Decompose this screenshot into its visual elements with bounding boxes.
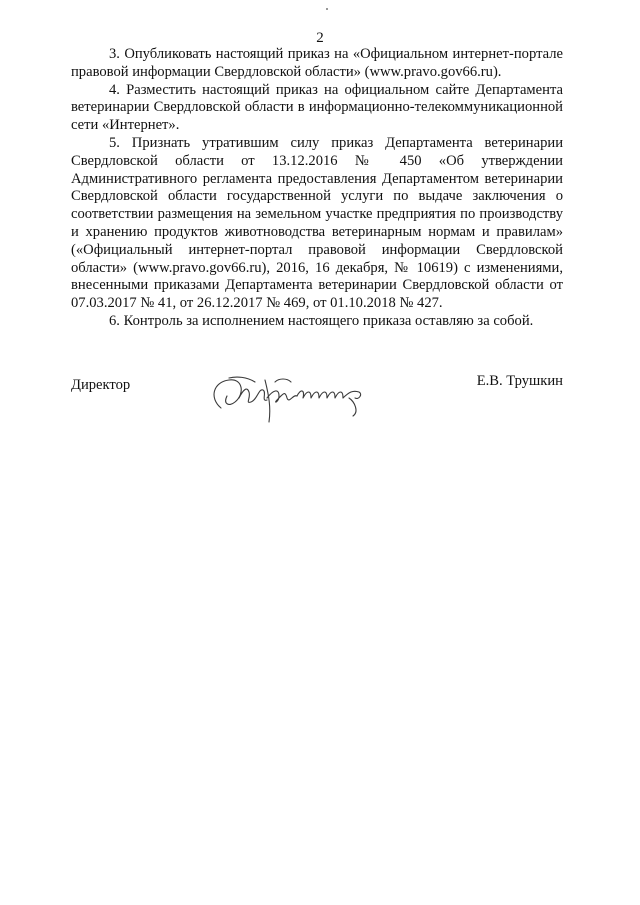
scan-speck	[326, 8, 328, 10]
paragraph-website: 4. Разместить настоящий приказ на официальном сайте Департамента ветеринарии Свердловской области в информационно-телекоммуникационной сети «Интернет».	[71, 81, 563, 134]
document-body	[71, 46, 563, 331]
paragraph-publish: 3. Опубликовать настоящий приказ на «Официальном интернет-портале правовой информации Свердловской области» (www.pravo.gov66.ru).	[71, 46, 563, 80]
paragraph-repeal: 5. Признать утратившим силу приказ Департамента ветеринарии Свердловской области от 13.12.2016 № 450 «Об утверждении Административного регламента предоставления Департаментом ветеринарии Свердловской области государственной услуги по выдаче заключения о соответствии размещения на земельном участке предприятия по производству и хранению продуктов животноводства ветеринарным нормам и правилам» («Официальный интернет-портал правовой информации Свердловской области» (www.pravo.gov66.ru), 2016, 16 декабря, № 10619) с изменениями, внесенными приказами Департамента ветеринарии Свердловской области от 07.03.2017 № 41, от 26.12.2017 № 469, от 01.10.2018 № 427.	[71, 134, 563, 312]
paragraph-control: 6. Контроль за исполнением настоящего приказа оставляю за собой.	[109, 312, 534, 329]
handwritten-signature	[199, 368, 389, 428]
signature-block	[71, 370, 563, 440]
signatory-name: Е.В. Трушкин	[476, 373, 563, 389]
page-number: 2	[316, 30, 324, 46]
signatory-title: Директор	[71, 377, 131, 393]
